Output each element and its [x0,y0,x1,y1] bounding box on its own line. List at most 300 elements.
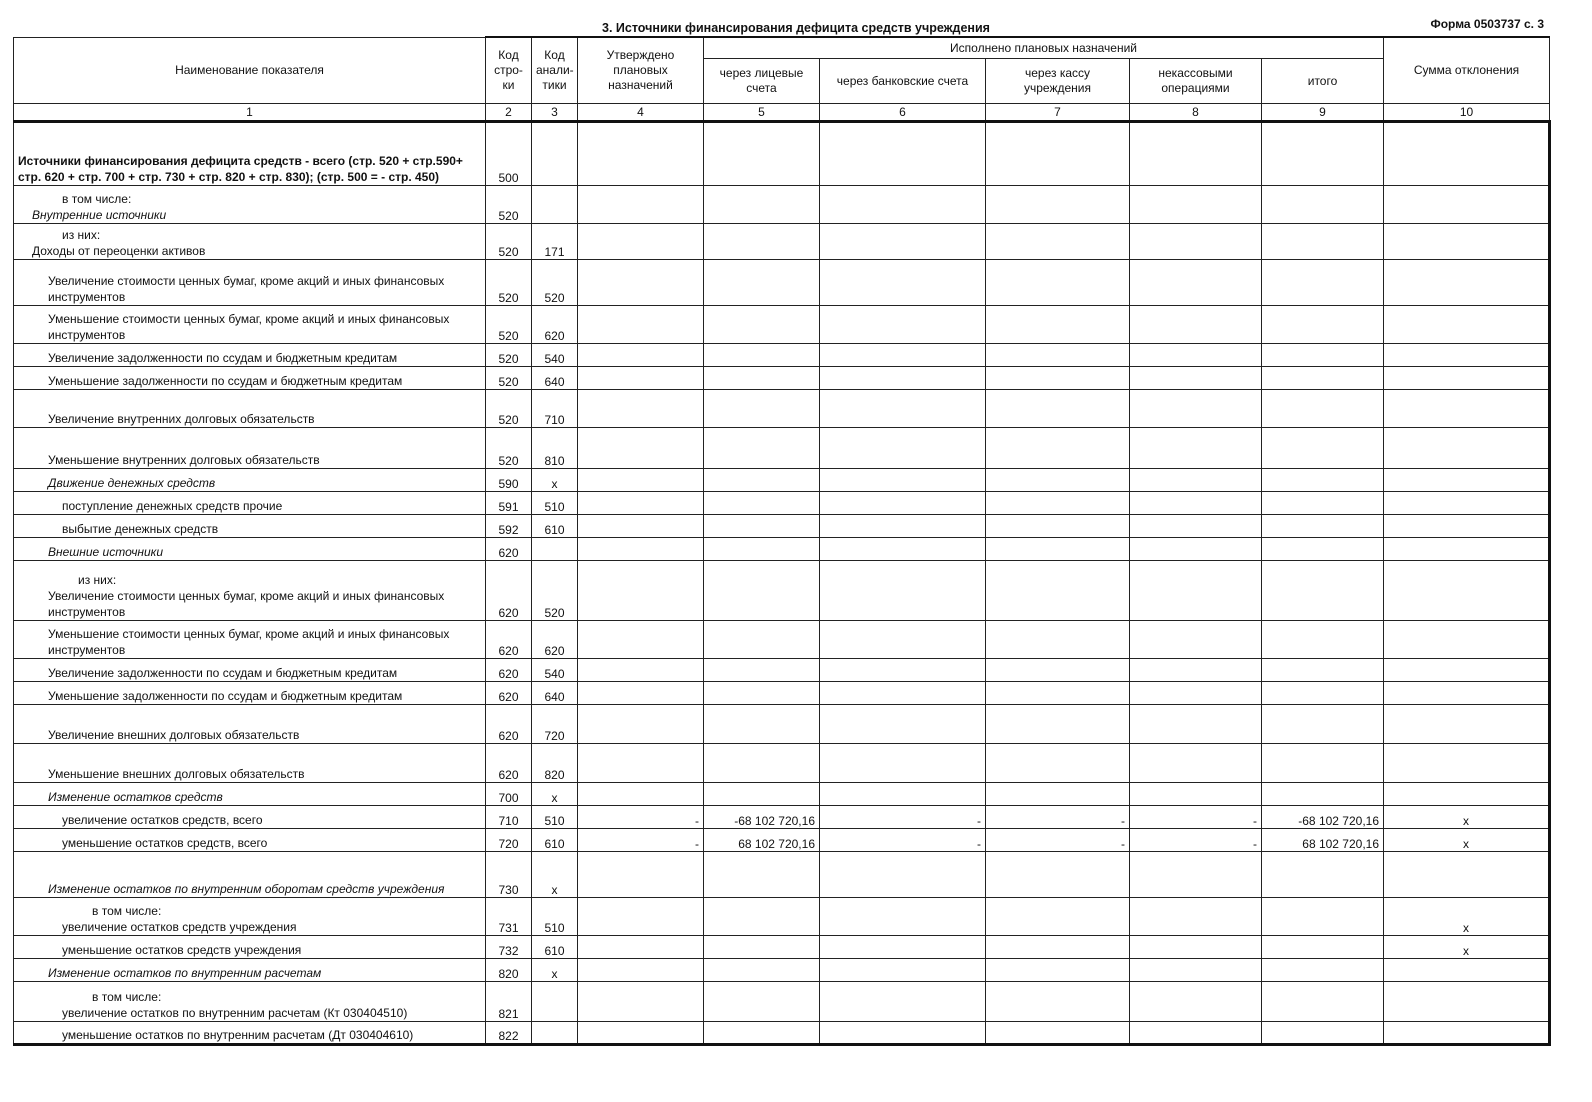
header-total: итого [1262,59,1384,104]
header-deviation: Сумма отклонения [1384,37,1550,104]
cell-non-cash [1130,982,1262,1022]
cell-total [1262,538,1384,561]
cell-deviation [1384,260,1550,306]
cell-personal-accounts [704,186,820,224]
cell-personal-accounts [704,492,820,515]
row-analytics-code: 510 [532,492,578,515]
row-name [14,959,486,982]
cell-approved [578,428,704,469]
cell-personal-accounts [704,122,820,186]
cell-non-cash [1130,852,1262,898]
row-name [14,367,486,390]
cell-non-cash [1130,705,1262,744]
row-analytics-code [532,538,578,561]
table-row [14,344,1550,367]
cell-cash-desk [986,744,1130,783]
row-code: 732 [486,936,532,959]
row-label: поступление денежных средств прочие [62,499,283,513]
cell-total [1262,260,1384,306]
cell-cash-desk [986,621,1130,659]
cell-personal-accounts [704,682,820,705]
col-number: 2 [486,104,532,122]
cell-deviation [1384,186,1550,224]
table-row [14,492,1550,515]
cell-non-cash [1130,538,1262,561]
row-name [14,122,486,186]
cell-cash-desk [986,936,1130,959]
cell-bank-accounts [820,186,986,224]
cell-bank-accounts [820,344,986,367]
cell-personal-accounts [704,390,820,428]
cell-non-cash [1130,344,1262,367]
cell-total [1262,982,1384,1022]
col-number: 6 [820,104,986,122]
cell-cash-desk: - [986,806,1130,829]
row-code: 520 [486,260,532,306]
row-analytics-code: x [532,469,578,492]
report-page [13,36,1549,1084]
table-row [14,428,1550,469]
row-label: Уменьшение задолженности по ссудам и бюджетным кредитам [48,689,403,703]
cell-deviation [1384,515,1550,538]
row-analytics-code: 520 [532,260,578,306]
cell-non-cash [1130,306,1262,344]
cell-total [1262,492,1384,515]
row-name [14,744,486,783]
row-code: 591 [486,492,532,515]
row-code: 730 [486,852,532,898]
cell-total [1262,1022,1384,1045]
cell-personal-accounts [704,344,820,367]
cell-deviation [1384,561,1550,621]
row-name [14,492,486,515]
header-approved: Утверждено плановых назначений [578,37,704,104]
table-body [14,122,1550,1045]
cell-personal-accounts [704,659,820,682]
table-row [14,659,1550,682]
cell-personal-accounts: -68 102 720,16 [704,806,820,829]
table-row [14,705,1550,744]
row-code: 520 [486,224,532,260]
cell-cash-desk [986,260,1130,306]
cell-approved [578,959,704,982]
cell-deviation: x [1384,829,1550,852]
cell-approved [578,515,704,538]
cell-total [1262,515,1384,538]
cell-deviation [1384,538,1550,561]
cell-personal-accounts [704,936,820,959]
row-analytics-code: 820 [532,744,578,783]
cell-personal-accounts [704,260,820,306]
row-analytics-code: 640 [532,682,578,705]
row-name [14,705,486,744]
row-code: 592 [486,515,532,538]
cell-personal-accounts [704,538,820,561]
cell-bank-accounts [820,224,986,260]
cell-bank-accounts [820,492,986,515]
row-prefix: из них: [62,228,101,242]
cell-approved [578,224,704,260]
cell-total [1262,469,1384,492]
cell-cash-desk [986,1022,1130,1045]
table-row [14,829,1550,852]
row-name [14,806,486,829]
table-row [14,538,1550,561]
row-name [14,306,486,344]
cell-deviation: x [1384,806,1550,829]
cell-bank-accounts [820,982,986,1022]
row-label: Увеличение внутренних долговых обязательств [48,412,315,426]
row-analytics-code: 510 [532,898,578,936]
cell-non-cash [1130,390,1262,428]
cell-total [1262,561,1384,621]
row-code: 710 [486,806,532,829]
row-label: Увеличение стоимости ценных бумаг, кроме акций и иных финансовых инструментов [48,274,445,304]
cell-deviation [1384,390,1550,428]
row-label: Изменение остатков по внутренним оборотам средств учреждения [48,882,445,896]
row-name [14,344,486,367]
cell-total [1262,428,1384,469]
cell-personal-accounts: 68 102 720,16 [704,829,820,852]
cell-cash-desk [986,982,1130,1022]
row-label: Источники финансирования дефицита средств - всего (стр. 520 + стр.590+ стр. 620 + стр. 700 + стр. 730 + стр. 820 + стр. 830); (стр. 500 = - стр. 450) [18,154,463,184]
header-via-personal-accounts: через лицевые счета [704,59,820,104]
row-name [14,224,486,260]
cell-approved [578,469,704,492]
row-code: 720 [486,829,532,852]
row-analytics-code [532,122,578,186]
table-row [14,1022,1550,1045]
cell-cash-desk [986,705,1130,744]
cell-approved [578,621,704,659]
cell-deviation [1384,659,1550,682]
cell-non-cash [1130,659,1262,682]
row-name [14,852,486,898]
cell-deviation [1384,705,1550,744]
cell-total [1262,390,1384,428]
table-row [14,186,1550,224]
cell-personal-accounts [704,783,820,806]
cell-total [1262,659,1384,682]
col-number: 8 [1130,104,1262,122]
cell-bank-accounts [820,936,986,959]
cell-approved [578,306,704,344]
row-name [14,538,486,561]
cell-non-cash: - [1130,829,1262,852]
cell-personal-accounts [704,561,820,621]
row-analytics-code: 710 [532,390,578,428]
table-row [14,469,1550,492]
row-name [14,682,486,705]
cell-cash-desk [986,367,1130,390]
col-number: 1 [14,104,486,122]
cell-personal-accounts [704,515,820,538]
row-analytics-code: 610 [532,829,578,852]
row-name [14,515,486,538]
row-analytics-code: 171 [532,224,578,260]
cell-personal-accounts [704,959,820,982]
table-row [14,390,1550,428]
cell-cash-desk [986,344,1130,367]
cell-approved [578,982,704,1022]
cell-bank-accounts [820,705,986,744]
row-label: уменьшение остатков средств учреждения [62,943,302,957]
cell-total [1262,682,1384,705]
cell-bank-accounts [820,390,986,428]
cell-total [1262,186,1384,224]
cell-approved [578,936,704,959]
row-label: Доходы от переоценки активов [32,244,206,258]
cell-personal-accounts [704,469,820,492]
cell-personal-accounts [704,428,820,469]
cell-total [1262,936,1384,959]
col-number: 7 [986,104,1130,122]
cell-total [1262,959,1384,982]
table-row [14,783,1550,806]
header-via-bank-accounts: через банковские счета [820,59,986,104]
col-number: 5 [704,104,820,122]
row-name [14,982,486,1022]
cell-approved [578,744,704,783]
row-code: 500 [486,122,532,186]
report-section-title: 3. Источники финансирования дефицита средств учреждения [602,21,990,35]
cell-cash-desk [986,852,1130,898]
table-row [14,806,1550,829]
row-code: 620 [486,538,532,561]
cell-deviation [1384,344,1550,367]
row-name [14,1022,486,1045]
row-code: 520 [486,186,532,224]
cell-bank-accounts [820,783,986,806]
header-non-cash: некассовыми операциями [1130,59,1262,104]
cell-bank-accounts: - [820,829,986,852]
col-number: 10 [1384,104,1550,122]
cell-approved [578,705,704,744]
cell-bank-accounts [820,744,986,783]
cell-bank-accounts [820,682,986,705]
row-name [14,260,486,306]
cell-approved: - [578,829,704,852]
cell-deviation: x [1384,936,1550,959]
cell-total [1262,224,1384,260]
table-row [14,898,1550,936]
cell-total [1262,852,1384,898]
cell-bank-accounts [820,621,986,659]
row-code: 822 [486,1022,532,1045]
cell-non-cash [1130,428,1262,469]
row-label: увеличение остатков по внутренним расчетам (Кт 030404510) [62,1006,408,1020]
cell-deviation [1384,783,1550,806]
cell-personal-accounts [704,621,820,659]
cell-approved [578,186,704,224]
financing-sources-table [13,36,1551,1046]
row-code: 821 [486,982,532,1022]
row-analytics-code: 620 [532,306,578,344]
cell-bank-accounts [820,538,986,561]
cell-cash-desk [986,515,1130,538]
row-label: Увеличение внешних долговых обязательств [48,728,300,742]
row-analytics-code: 620 [532,621,578,659]
row-label: Уменьшение задолженности по ссудам и бюджетным кредитам [48,374,403,388]
cell-non-cash [1130,621,1262,659]
table-row [14,982,1550,1022]
cell-bank-accounts [820,306,986,344]
cell-cash-desk [986,561,1130,621]
row-code: 620 [486,705,532,744]
cell-deviation [1384,621,1550,659]
row-prefix: в том числе: [92,990,162,1004]
header-code-analytics: Код анали-тики [532,37,578,104]
cell-approved: - [578,806,704,829]
cell-approved [578,682,704,705]
table-row [14,852,1550,898]
row-name [14,390,486,428]
row-code: 731 [486,898,532,936]
row-code: 620 [486,659,532,682]
cell-deviation [1384,1022,1550,1045]
row-label: Увеличение задолженности по ссудам и бюджетным кредитам [48,666,398,680]
header-via-cash-desk: через кассу учреждения [986,59,1130,104]
table-row [14,260,1550,306]
cell-non-cash [1130,515,1262,538]
cell-total [1262,744,1384,783]
row-label: Уменьшение стоимости ценных бумаг, кроме акций и иных финансовых инструментов [48,312,450,342]
row-analytics-code: 610 [532,936,578,959]
table-row [14,936,1550,959]
row-code: 700 [486,783,532,806]
cell-non-cash [1130,898,1262,936]
cell-personal-accounts [704,852,820,898]
table-row [14,621,1550,659]
row-analytics-code: 610 [532,515,578,538]
cell-cash-desk [986,682,1130,705]
cell-approved [578,122,704,186]
row-label: Уменьшение внутренних долговых обязательств [48,453,320,467]
cell-cash-desk [986,428,1130,469]
row-analytics-code: x [532,783,578,806]
cell-bank-accounts [820,852,986,898]
row-label: увеличение остатков средств, всего [62,813,263,827]
cell-cash-desk [986,122,1130,186]
cell-total [1262,621,1384,659]
table-row [14,959,1550,982]
cell-non-cash [1130,1022,1262,1045]
cell-bank-accounts [820,428,986,469]
row-analytics-code: x [532,959,578,982]
cell-non-cash [1130,367,1262,390]
cell-cash-desk [986,186,1130,224]
row-code: 520 [486,344,532,367]
cell-non-cash [1130,122,1262,186]
row-name [14,621,486,659]
row-analytics-code [532,186,578,224]
cell-non-cash [1130,682,1262,705]
cell-deviation [1384,428,1550,469]
table-row [14,515,1550,538]
row-label: Изменение остатков по внутренним расчетам [48,966,322,980]
cell-non-cash [1130,783,1262,806]
row-prefix: в том числе: [62,192,132,206]
cell-approved [578,783,704,806]
cell-personal-accounts [704,744,820,783]
row-code: 590 [486,469,532,492]
cell-approved [578,492,704,515]
cell-non-cash [1130,936,1262,959]
row-code: 620 [486,682,532,705]
row-label: уменьшение остатков по внутренним расчетам (Дт 030404610) [62,1028,414,1042]
row-analytics-code: 520 [532,561,578,621]
cell-deviation [1384,744,1550,783]
table-row [14,122,1550,186]
header-name: Наименование показателя [14,37,486,104]
cell-personal-accounts [704,705,820,744]
cell-cash-desk [986,538,1130,561]
cell-non-cash [1130,959,1262,982]
row-name [14,898,486,936]
row-label: уменьшение остатков средств, всего [62,836,268,850]
row-name [14,428,486,469]
cell-cash-desk [986,959,1130,982]
row-analytics-code: 540 [532,344,578,367]
cell-non-cash [1130,469,1262,492]
cell-deviation [1384,367,1550,390]
table-row [14,561,1550,621]
row-label: Уменьшение внешних долговых обязательств [48,767,305,781]
cell-total: -68 102 720,16 [1262,806,1384,829]
cell-bank-accounts [820,561,986,621]
cell-cash-desk [986,390,1130,428]
row-code: 820 [486,959,532,982]
form-number: Форма 0503737 с. 3 [1430,17,1544,31]
cell-personal-accounts [704,306,820,344]
cell-deviation [1384,469,1550,492]
cell-total [1262,344,1384,367]
row-prefix: из них: [78,573,117,587]
cell-bank-accounts [820,659,986,682]
col-number: 3 [532,104,578,122]
cell-total [1262,306,1384,344]
cell-non-cash [1130,492,1262,515]
cell-bank-accounts [820,1022,986,1045]
row-label: Внешние источники [48,545,164,559]
row-name [14,829,486,852]
cell-approved [578,344,704,367]
row-label: Изменение остатков средств [48,790,223,804]
row-label: Увеличение стоимости ценных бумаг, кроме акций и иных финансовых инструментов [48,589,445,619]
cell-deviation [1384,492,1550,515]
row-code: 620 [486,744,532,783]
cell-bank-accounts [820,898,986,936]
col-number: 4 [578,104,704,122]
cell-non-cash: - [1130,806,1262,829]
row-label: Увеличение задолженности по ссудам и бюджетным кредитам [48,351,398,365]
cell-personal-accounts [704,982,820,1022]
cell-bank-accounts [820,367,986,390]
row-code: 620 [486,621,532,659]
cell-approved [578,538,704,561]
cell-bank-accounts [820,122,986,186]
row-analytics-code: 810 [532,428,578,469]
row-code: 520 [486,367,532,390]
row-code: 520 [486,390,532,428]
cell-cash-desk [986,659,1130,682]
cell-deviation [1384,122,1550,186]
row-name [14,936,486,959]
header-code-line: Код стро-ки [486,37,532,104]
row-label: Уменьшение стоимости ценных бумаг, кроме акций и иных финансовых инструментов [48,627,450,657]
table-row [14,224,1550,260]
row-analytics-code: 540 [532,659,578,682]
